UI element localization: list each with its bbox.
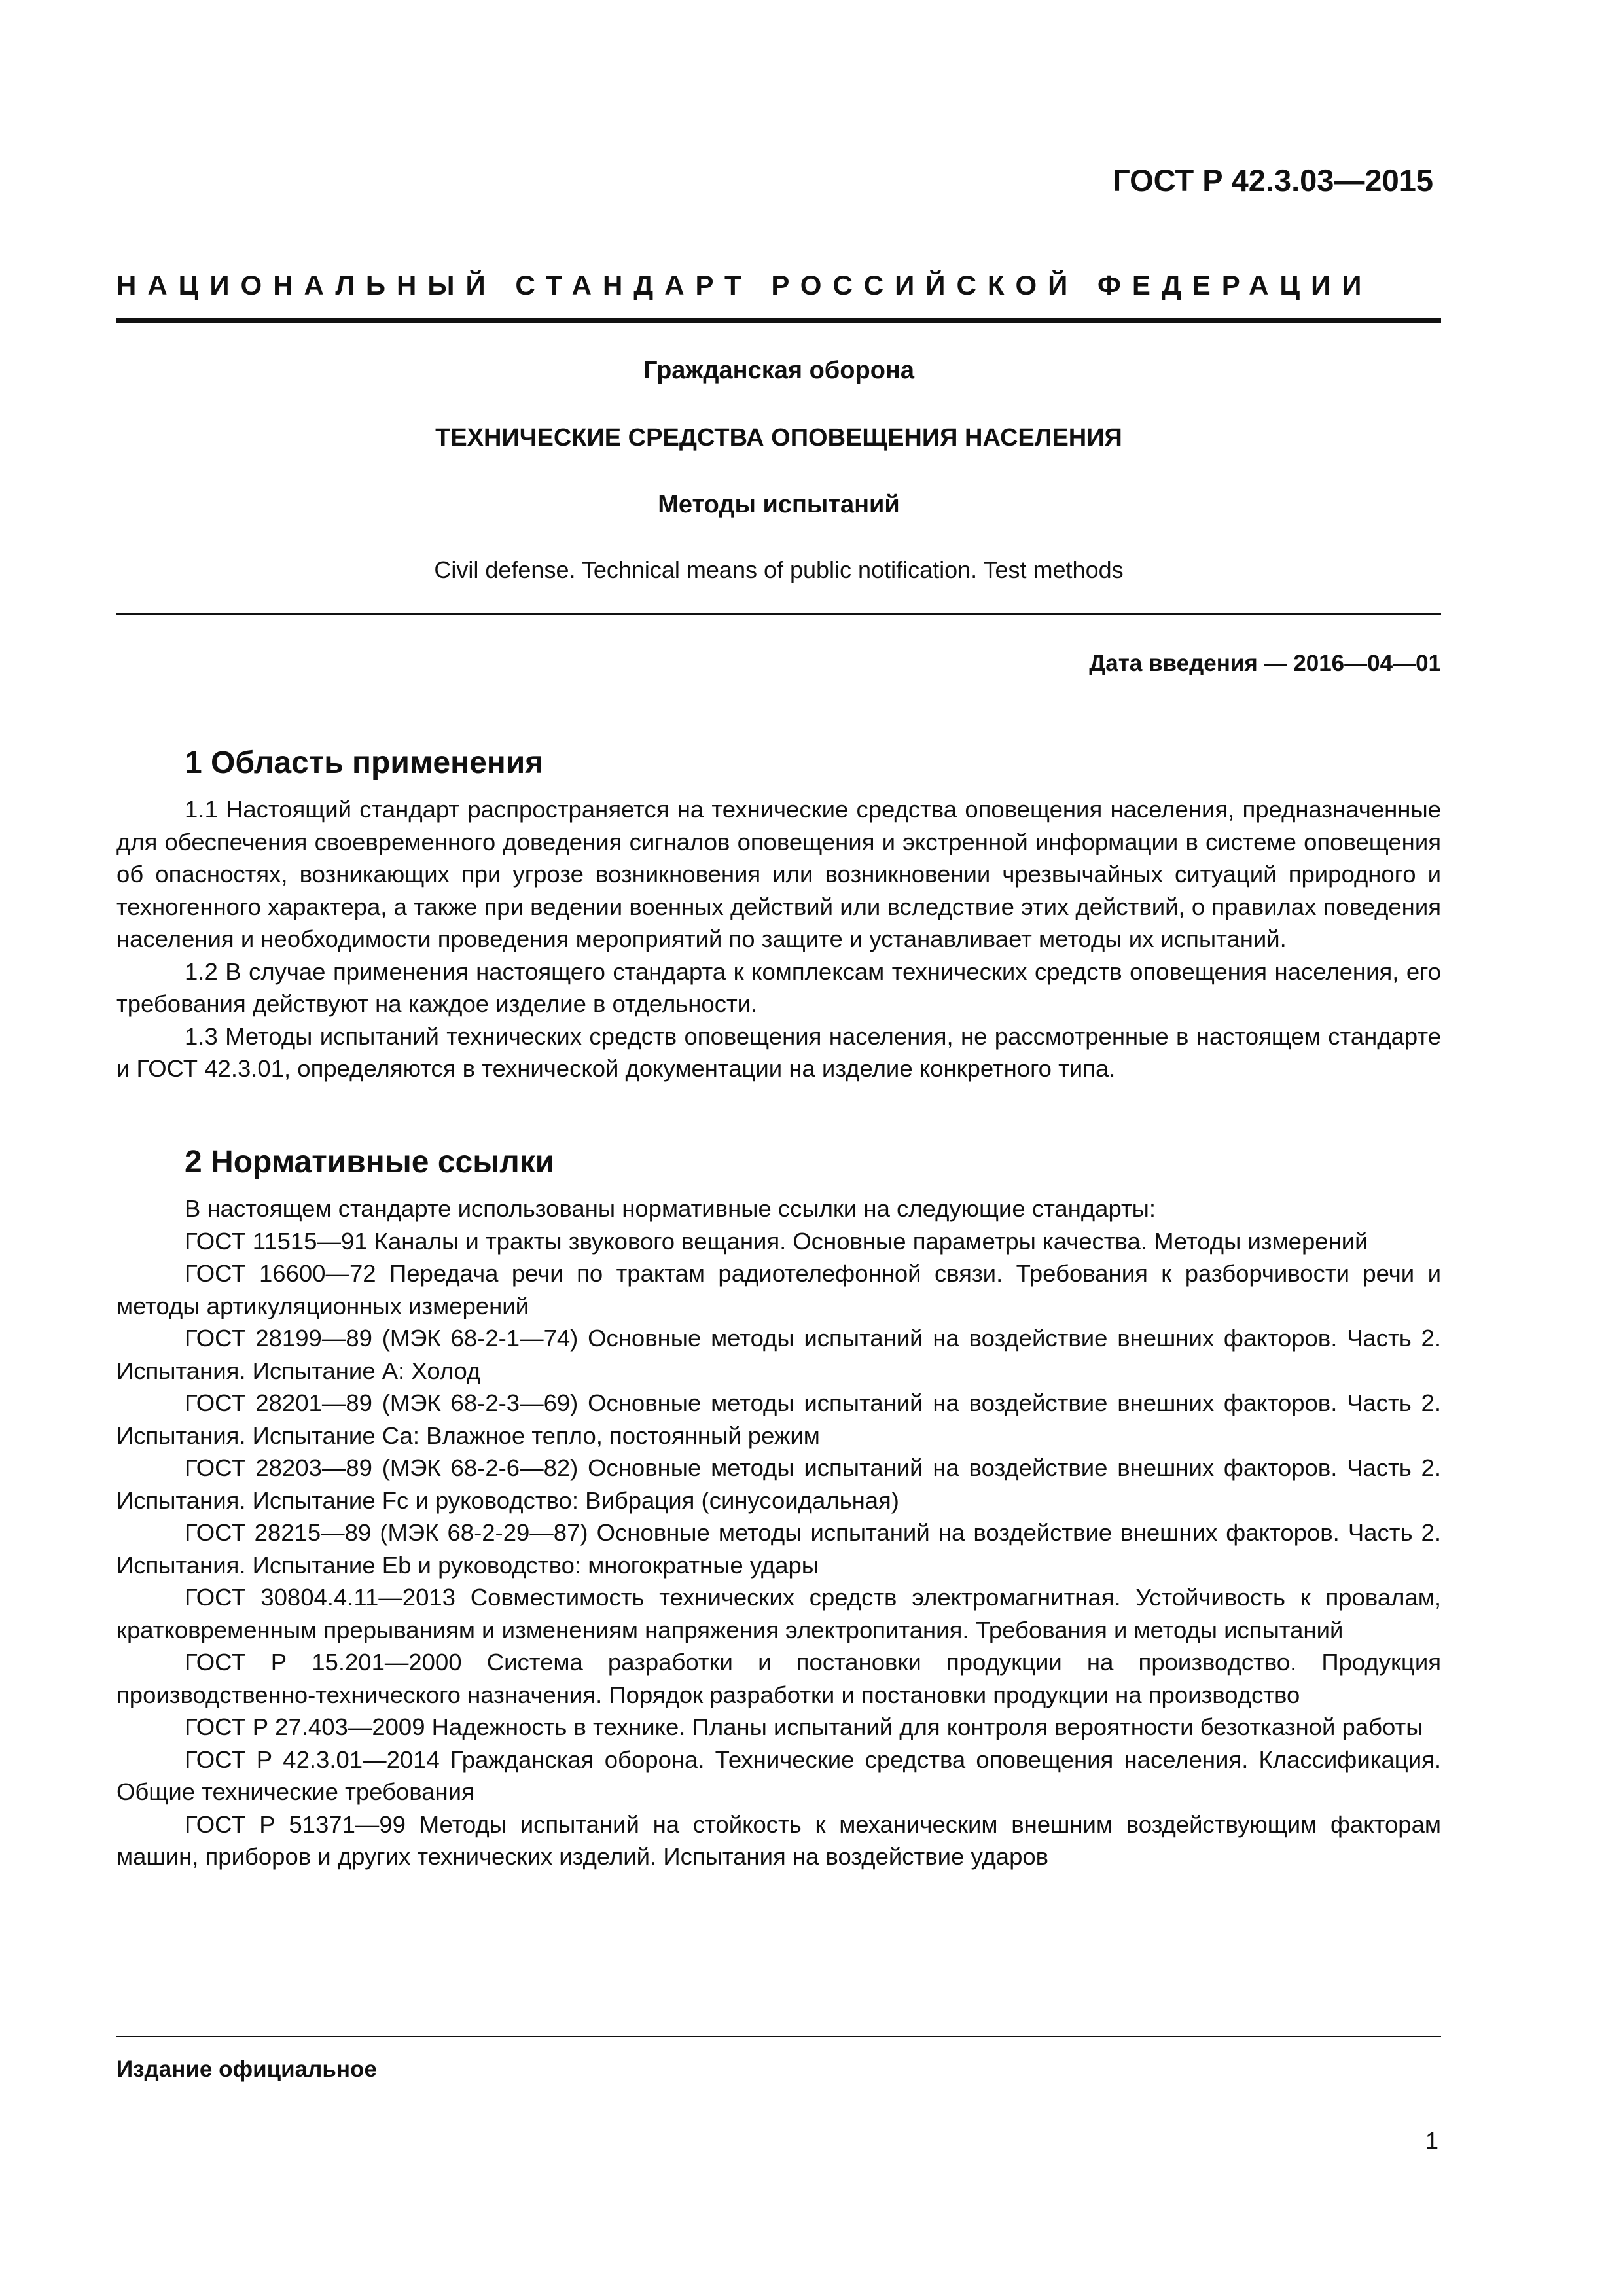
page-number: 1	[1425, 2127, 1438, 2154]
doc-code: ГОСТ Р 42.3.03—2015	[1113, 163, 1433, 198]
reference-item: ГОСТ 16600—72 Передача речи по трактам радиотелефонной связи. Требования к разборчивости речи и методы артикуляционных измерений	[116, 1260, 1441, 1319]
reference-item: ГОСТ 28201—89 (МЭК 68-2-3—69) Основные методы испытаний на воздействие внешних факторов. Часть 2. Испытания. Испытание Са: Влажное тепло, постоянный режим	[116, 1390, 1441, 1449]
reference-item: ГОСТ Р 42.3.01—2014 Гражданская оборона. Технические средства оповещения населения. Классификация. Общие технические требования	[116, 1746, 1441, 1805]
footer-rule	[116, 2036, 1441, 2037]
reference-item: ГОСТ 28215—89 (МЭК 68-2-29—87) Основные методы испытаний на воздействие внешних факторов. Часть 2. Испытания. Испытание Eb и руководство: многократные удары	[116, 1519, 1441, 1579]
title-rule	[116, 613, 1441, 615]
title-line-2: ТЕХНИЧЕСКИЕ СРЕДСТВА ОПОВЕЩЕНИЯ НАСЕЛЕНИЯ	[435, 424, 1122, 452]
reference-item: ГОСТ 30804.4.11—2013 Совместимость технических средств электромагнитная. Устойчивость к провалам, кратковременным прерываниям и изменениям напряжения электропитания. Требования и методы испытаний	[116, 1584, 1441, 1643]
reference-item: ГОСТ Р 51371—99 Методы испытаний на стойкость к механическим внешним воздействующим факторам машин, приборов и других технических изделий. Испытания на воздействие ударов	[116, 1810, 1441, 1870]
paragraph-1-1: 1.1 Настоящий стандарт распространяется на технические средства оповещения населения, предназначенные для обеспечения своевременного доведения сигналов оповещения и экстренной информации в системе оповещения об опасностях, возникающих при угрозе возникновения или возникновении чрезвычайных ситуаций природного и техногенного характера, а также при ведении военных действий или вследствие этих действий, о правилах поведения населения и необходимости проведения мероприятий по защите и устанавливает методы их испытаний.	[116, 796, 1441, 952]
title-line-1: Гражданская оборона	[643, 357, 914, 384]
reference-item: ГОСТ 11515—91 Каналы и тракты звукового вещания. Основные параметры качества. Методы измерений	[185, 1227, 1368, 1255]
reference-item: ГОСТ 28203—89 (МЭК 68-2-6—82) Основные методы испытаний на воздействие внешних факторов. Часть 2. Испытания. Испытание Fc и руководство: Вибрация (синусоидальная)	[116, 1454, 1441, 1514]
paragraph-1-2: 1.2 В случае применения настоящего стандарта к комплексам технических средств оповещения населения, его требования действуют на каждое изделие в отдельности.	[116, 958, 1441, 1017]
reference-item: ГОСТ Р 27.403—2009 Надежность в технике. Планы испытаний для контроля вероятности безотказной работы	[185, 1713, 1423, 1740]
national-standard-banner: НАЦИОНАЛЬНЫЙ СТАНДАРТ РОССИЙСКОЙ ФЕДЕРАЦИИ	[116, 270, 1373, 300]
section-2-heading: 2 Нормативные ссылки	[185, 1145, 555, 1179]
section-1-heading: 1 Область применения	[185, 745, 544, 780]
section-2-intro: В настоящем стандарте использованы нормативные ссылки на следующие стандарты:	[185, 1195, 1156, 1222]
introduction-date: Дата введения — 2016—04—01	[1089, 651, 1441, 676]
publication-note: Издание официальное	[116, 2056, 377, 2082]
section-1-body	[116, 793, 1441, 1085]
title-line-3: Методы испытаний	[658, 491, 900, 518]
reference-item: ГОСТ 28199—89 (МЭК 68-2-1—74) Основные методы испытаний на воздействие внешних факторов. Часть 2. Испытания. Испытание А: Холод	[116, 1325, 1441, 1384]
reference-item: ГОСТ Р 15.201—2000 Система разработки и постановки продукции на производство. Продукция производственно-технического назначения. Порядок разработки и постановки продукции на производство	[116, 1649, 1441, 1708]
paragraph-1-3: 1.3 Методы испытаний технических средств оповещения населения, не рассмотренные в настоящем стандарте и ГОСТ 42.3.01, определяются в технической документации на изделие конкретного типа.	[116, 1022, 1441, 1082]
section-2-body	[116, 1193, 1441, 1873]
header-rule	[116, 318, 1441, 323]
english-title: Civil defense. Technical means of public notification. Test methods	[434, 556, 1124, 583]
